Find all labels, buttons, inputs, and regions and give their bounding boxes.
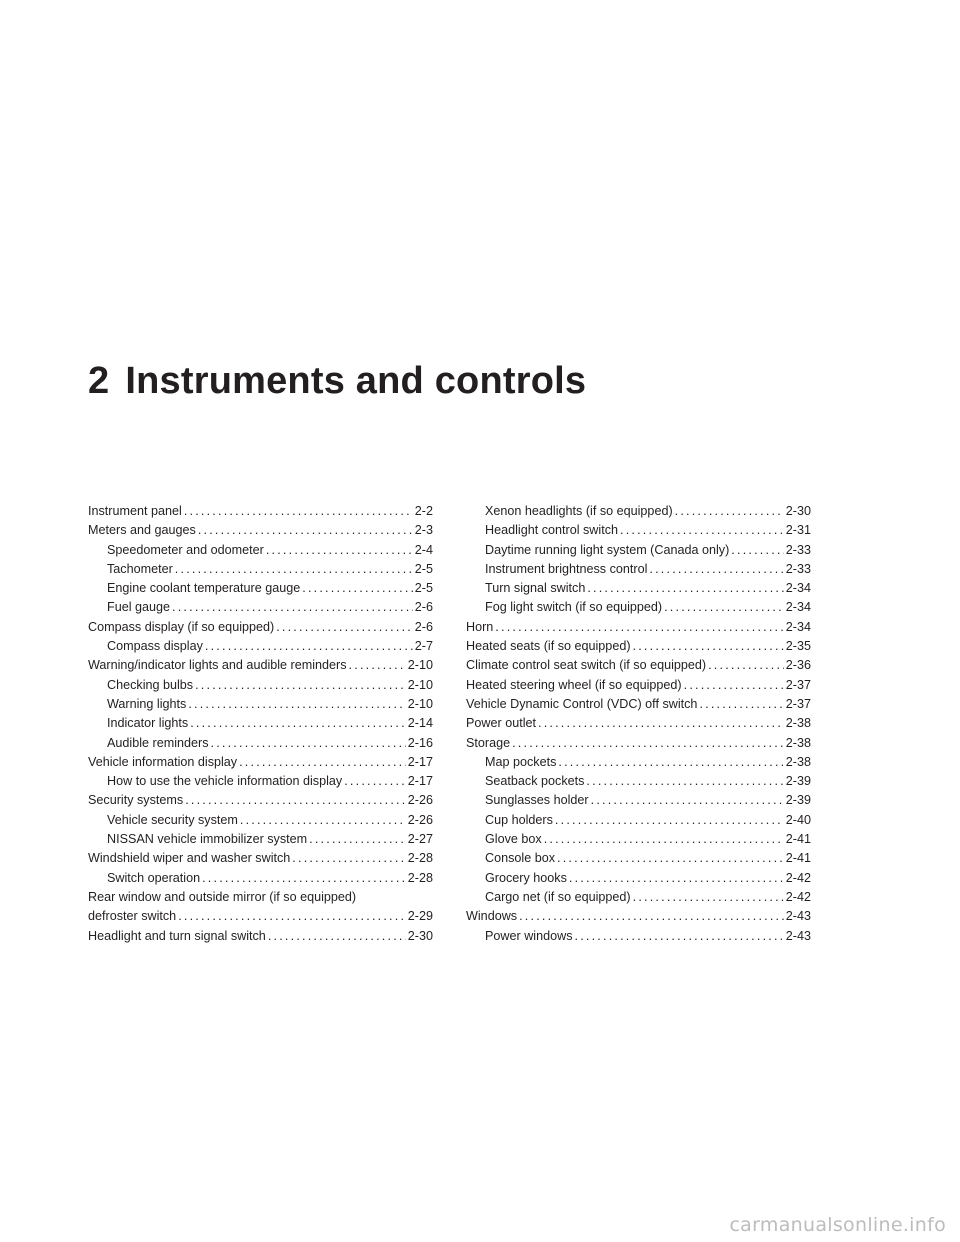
- toc-entry-page: 2-38: [785, 716, 811, 731]
- toc-leader-dots: [664, 598, 784, 617]
- toc-entry-page: 2-5: [414, 581, 433, 596]
- toc-entry-page: 2-33: [785, 561, 811, 576]
- toc-entry[interactable]: [466, 811, 811, 830]
- toc-entry-page: 2-2: [414, 504, 433, 518]
- toc-entry-page: 2-17: [407, 754, 433, 769]
- toc-entry[interactable]: [466, 656, 811, 675]
- toc-entry-label: Xenon headlights (if so equipped): [485, 504, 673, 518]
- toc-entry-page: 2-10: [407, 658, 433, 673]
- toc-entry-page: 2-34: [785, 619, 811, 634]
- toc-leader-dots: [675, 502, 784, 521]
- toc-entry-label: Headlight and turn signal switch: [88, 928, 266, 943]
- toc-entry[interactable]: [88, 714, 433, 733]
- toc-entry-label: Engine coolant temperature gauge: [107, 581, 301, 596]
- toc-entry-label: Warning lights: [107, 696, 187, 711]
- toc-leader-dots: [185, 791, 406, 810]
- toc-entry-page: 2-31: [785, 523, 811, 538]
- toc-entry-label: Compass display: [107, 639, 203, 654]
- toc-leader-dots: [575, 927, 784, 946]
- toc-entry-page: 2-4: [414, 542, 433, 557]
- toc-entry[interactable]: [88, 849, 433, 868]
- toc-entry-label: Daytime running light system (Canada only): [485, 542, 730, 557]
- toc-entry-label: Switch operation: [107, 870, 201, 885]
- toc-entry-label: Console box: [485, 851, 556, 866]
- toc-entry-label: Climate control seat switch (if so equipped): [466, 658, 707, 673]
- toc-leader-dots: [188, 695, 405, 714]
- toc-entry-label: defroster switch: [88, 909, 177, 924]
- toc-entry-page: 2-43: [785, 928, 811, 943]
- toc-entry-page: 2-27: [407, 832, 433, 847]
- toc-entry[interactable]: [88, 521, 433, 540]
- toc-leader-dots: [195, 676, 406, 695]
- toc-leader-dots: [178, 907, 406, 926]
- toc-leader-dots: [558, 753, 783, 772]
- toc-entry-page: 2-10: [407, 696, 433, 711]
- toc-entry-label: Audible reminders: [107, 735, 209, 750]
- toc-entry[interactable]: [466, 676, 811, 695]
- toc-leader-dots: [684, 676, 784, 695]
- toc-entry-label: Horn: [466, 619, 494, 634]
- toc-leader-dots: [538, 714, 784, 733]
- toc-entry[interactable]: [466, 830, 811, 849]
- toc-entry[interactable]: [466, 849, 811, 868]
- toc-entry-label: Vehicle information display: [88, 754, 238, 769]
- toc-entry[interactable]: [88, 791, 433, 810]
- toc-entry-label: Grocery hooks: [485, 870, 567, 885]
- toc-entry-label: Power windows: [485, 928, 573, 943]
- toc-entry-page: 2-41: [785, 832, 811, 847]
- toc-leader-dots: [266, 541, 413, 560]
- chapter-number: 2: [88, 360, 110, 402]
- toc-entry[interactable]: [88, 637, 433, 656]
- toc-entry[interactable]: [466, 618, 811, 637]
- toc-entry-page: 2-30: [785, 504, 811, 518]
- toc-leader-dots: [172, 598, 413, 617]
- toc-entry-label: Turn signal switch: [485, 581, 586, 596]
- toc-entry-label: Headlight control switch: [485, 523, 618, 538]
- toc-leader-dots: [544, 830, 784, 849]
- toc-entry-label: Map pockets: [485, 754, 557, 769]
- toc-leader-dots: [205, 637, 413, 656]
- toc-entry[interactable]: [88, 695, 433, 714]
- toc-entry-page: 2-28: [407, 870, 433, 885]
- toc-entry[interactable]: [466, 753, 811, 772]
- toc-leader-dots: [211, 734, 406, 753]
- toc-entry-label: Heated seats (if so equipped): [466, 639, 631, 654]
- toc-entry-page: 2-28: [407, 851, 433, 866]
- toc-entry-page: 2-41: [785, 851, 811, 866]
- toc-entry-label: Windows: [466, 909, 518, 924]
- toc-entry-page: 2-42: [785, 889, 811, 904]
- toc-entry-page: 2-3: [414, 523, 433, 538]
- toc-leader-dots: [175, 560, 413, 579]
- toc-entry-page: 2-37: [785, 696, 811, 711]
- toc-entry-page: 2-38: [785, 735, 811, 750]
- toc-entry-page: 2-39: [785, 774, 811, 789]
- toc-entry[interactable]: [466, 772, 811, 791]
- toc-entry-label: How to use the vehicle information display: [107, 774, 343, 789]
- toc-entry[interactable]: [466, 907, 811, 926]
- toc-entry[interactable]: [466, 791, 811, 810]
- toc-leader-dots: [586, 772, 783, 791]
- toc-entry-label: Sunglasses holder: [485, 793, 589, 808]
- toc-leader-dots: [620, 521, 784, 540]
- toc-entry-label: Fuel gauge: [107, 600, 171, 615]
- toc-entry-label: Vehicle security system: [107, 812, 238, 827]
- toc-leader-dots: [184, 502, 413, 521]
- toc-leader-dots: [239, 753, 406, 772]
- toc-entry-page: 2-34: [785, 581, 811, 596]
- chapter-title-text: Instruments and controls: [125, 360, 587, 402]
- toc-entry-label: Vehicle Dynamic Control (VDC) off switch: [466, 696, 698, 711]
- toc-entry[interactable]: [466, 579, 811, 598]
- toc-entry-page: 2-17: [407, 774, 433, 789]
- toc-entry-page: 2-26: [407, 793, 433, 808]
- toc-leader-dots: [731, 541, 783, 560]
- toc-entry[interactable]: [88, 734, 433, 753]
- toc-entry-page: 2-39: [785, 793, 811, 808]
- toc-leader-dots: [557, 849, 784, 868]
- toc-entry[interactable]: [88, 811, 433, 830]
- toc-entry-label: Compass display (if so equipped): [88, 619, 275, 634]
- toc-leader-dots: [512, 734, 784, 753]
- toc-entry-page: 2-5: [414, 561, 433, 576]
- toc-entry-label: Storage: [466, 735, 511, 750]
- watermark-text: carmanualsonline.info: [729, 1214, 946, 1236]
- toc-entry-page: 2-36: [785, 658, 811, 673]
- toc-entry[interactable]: [88, 888, 433, 907]
- toc-entry-page: 2-6: [414, 600, 433, 615]
- toc-entry[interactable]: [88, 579, 433, 598]
- toc-leader-dots: [591, 791, 784, 810]
- toc-entry-page: 2-30: [407, 928, 433, 943]
- toc-entry-page: 2-34: [785, 600, 811, 615]
- toc-leader-dots: [555, 811, 784, 830]
- toc-entry-page: 2-37: [785, 677, 811, 692]
- toc-entry-page: 2-14: [407, 716, 433, 731]
- toc-entry-page: 2-10: [407, 677, 433, 692]
- toc-leader-dots: [708, 656, 784, 675]
- toc-entry[interactable]: [88, 598, 433, 617]
- toc-leader-dots: [349, 656, 406, 675]
- toc-entry-label: Instrument brightness control: [485, 561, 648, 576]
- toc-leader-dots: [587, 579, 783, 598]
- toc-entry[interactable]: [466, 637, 811, 656]
- toc-entry-label: Heated steering wheel (if so equipped): [466, 677, 682, 692]
- toc-entry-page: 2-40: [785, 812, 811, 827]
- toc-entry[interactable]: [88, 772, 433, 791]
- toc-leader-dots: [344, 772, 406, 791]
- toc-entry-label: Power outlet: [466, 716, 537, 731]
- toc-leader-dots: [190, 714, 406, 733]
- toc-entry-label: Tachometer: [107, 561, 173, 576]
- toc-entry-page: 2-38: [785, 754, 811, 769]
- toc-entry-label: Instrument panel: [88, 504, 182, 518]
- toc-entry-label: Indicator lights: [107, 716, 189, 731]
- toc-leader-dots: [649, 560, 783, 579]
- toc-entry[interactable]: [88, 560, 433, 579]
- toc-entry-label: Cup holders: [485, 812, 553, 827]
- toc-entry-label: Warning/indicator lights and audible reminders: [88, 658, 347, 673]
- toc-entry-label: Checking bulbs: [107, 677, 194, 692]
- toc-entry[interactable]: [466, 598, 811, 617]
- toc-entry[interactable]: [88, 753, 433, 772]
- toc-entry-label: Security systems: [88, 793, 184, 808]
- toc-entry[interactable]: [88, 656, 433, 675]
- toc-leader-dots: [633, 637, 784, 656]
- toc-entry-page: 2-16: [407, 735, 433, 750]
- toc-leader-dots: [268, 927, 406, 946]
- toc-entry[interactable]: [88, 541, 433, 560]
- toc-entry-page: 2-35: [785, 639, 811, 654]
- toc-entry-label: Speedometer and odometer: [107, 542, 264, 557]
- toc-entry[interactable]: [88, 869, 433, 888]
- toc-entry[interactable]: [466, 695, 811, 714]
- toc-entry-page: 2-7: [414, 639, 433, 654]
- toc-entry-page: 2-6: [414, 619, 433, 634]
- toc-entry[interactable]: [466, 502, 811, 521]
- toc-entry[interactable]: [88, 618, 433, 637]
- toc-entry[interactable]: [466, 927, 811, 946]
- toc-entry[interactable]: [88, 907, 433, 926]
- toc-entry[interactable]: [466, 541, 811, 560]
- toc-leader-dots: [198, 521, 413, 540]
- toc-entry-label: Windshield wiper and washer switch: [88, 851, 291, 866]
- toc-leader-dots: [309, 830, 406, 849]
- toc-right-column: [466, 502, 811, 946]
- toc-entry-label: Seatback pockets: [485, 774, 585, 789]
- toc-entry-page: 2-43: [785, 909, 811, 924]
- chapter-title: [88, 360, 586, 403]
- toc-entry[interactable]: [88, 502, 433, 521]
- toc-leader-dots: [240, 811, 406, 830]
- toc-leader-dots: [302, 579, 413, 598]
- toc-entry[interactable]: [466, 888, 811, 907]
- toc-entry-label: NISSAN vehicle immobilizer system: [107, 832, 308, 847]
- toc-leader-dots: [276, 618, 413, 637]
- toc-leader-dots: [292, 849, 405, 868]
- toc-leader-dots: [495, 618, 783, 637]
- toc-entry-page: 2-29: [407, 909, 433, 924]
- toc-entry-page: 2-26: [407, 812, 433, 827]
- toc-entry[interactable]: [88, 676, 433, 695]
- toc-leader-dots: [569, 869, 784, 888]
- toc-entry-label: Glove box: [485, 832, 542, 847]
- toc-left-column: [88, 502, 433, 946]
- toc-entry[interactable]: [466, 869, 811, 888]
- toc-entry-label: Fog light switch (if so equipped): [485, 600, 663, 615]
- toc-leader-dots: [202, 869, 406, 888]
- toc-leader-dots: [519, 907, 784, 926]
- toc-entry[interactable]: [466, 560, 811, 579]
- toc-entry[interactable]: [88, 927, 433, 946]
- toc-leader-dots: [699, 695, 783, 714]
- toc-entry[interactable]: [466, 521, 811, 540]
- toc-entry-page: 2-33: [785, 542, 811, 557]
- toc-entry-page: 2-42: [785, 870, 811, 885]
- toc-entry[interactable]: [466, 714, 811, 733]
- toc-leader-dots: [633, 888, 784, 907]
- toc-entry[interactable]: [466, 734, 811, 753]
- toc-entry-label: Meters and gauges: [88, 523, 196, 538]
- toc-entry-label: Rear window and outside mirror (if so equipped): [88, 889, 357, 904]
- toc-entry[interactable]: [88, 830, 433, 849]
- toc-entry-label: Cargo net (if so equipped): [485, 889, 631, 904]
